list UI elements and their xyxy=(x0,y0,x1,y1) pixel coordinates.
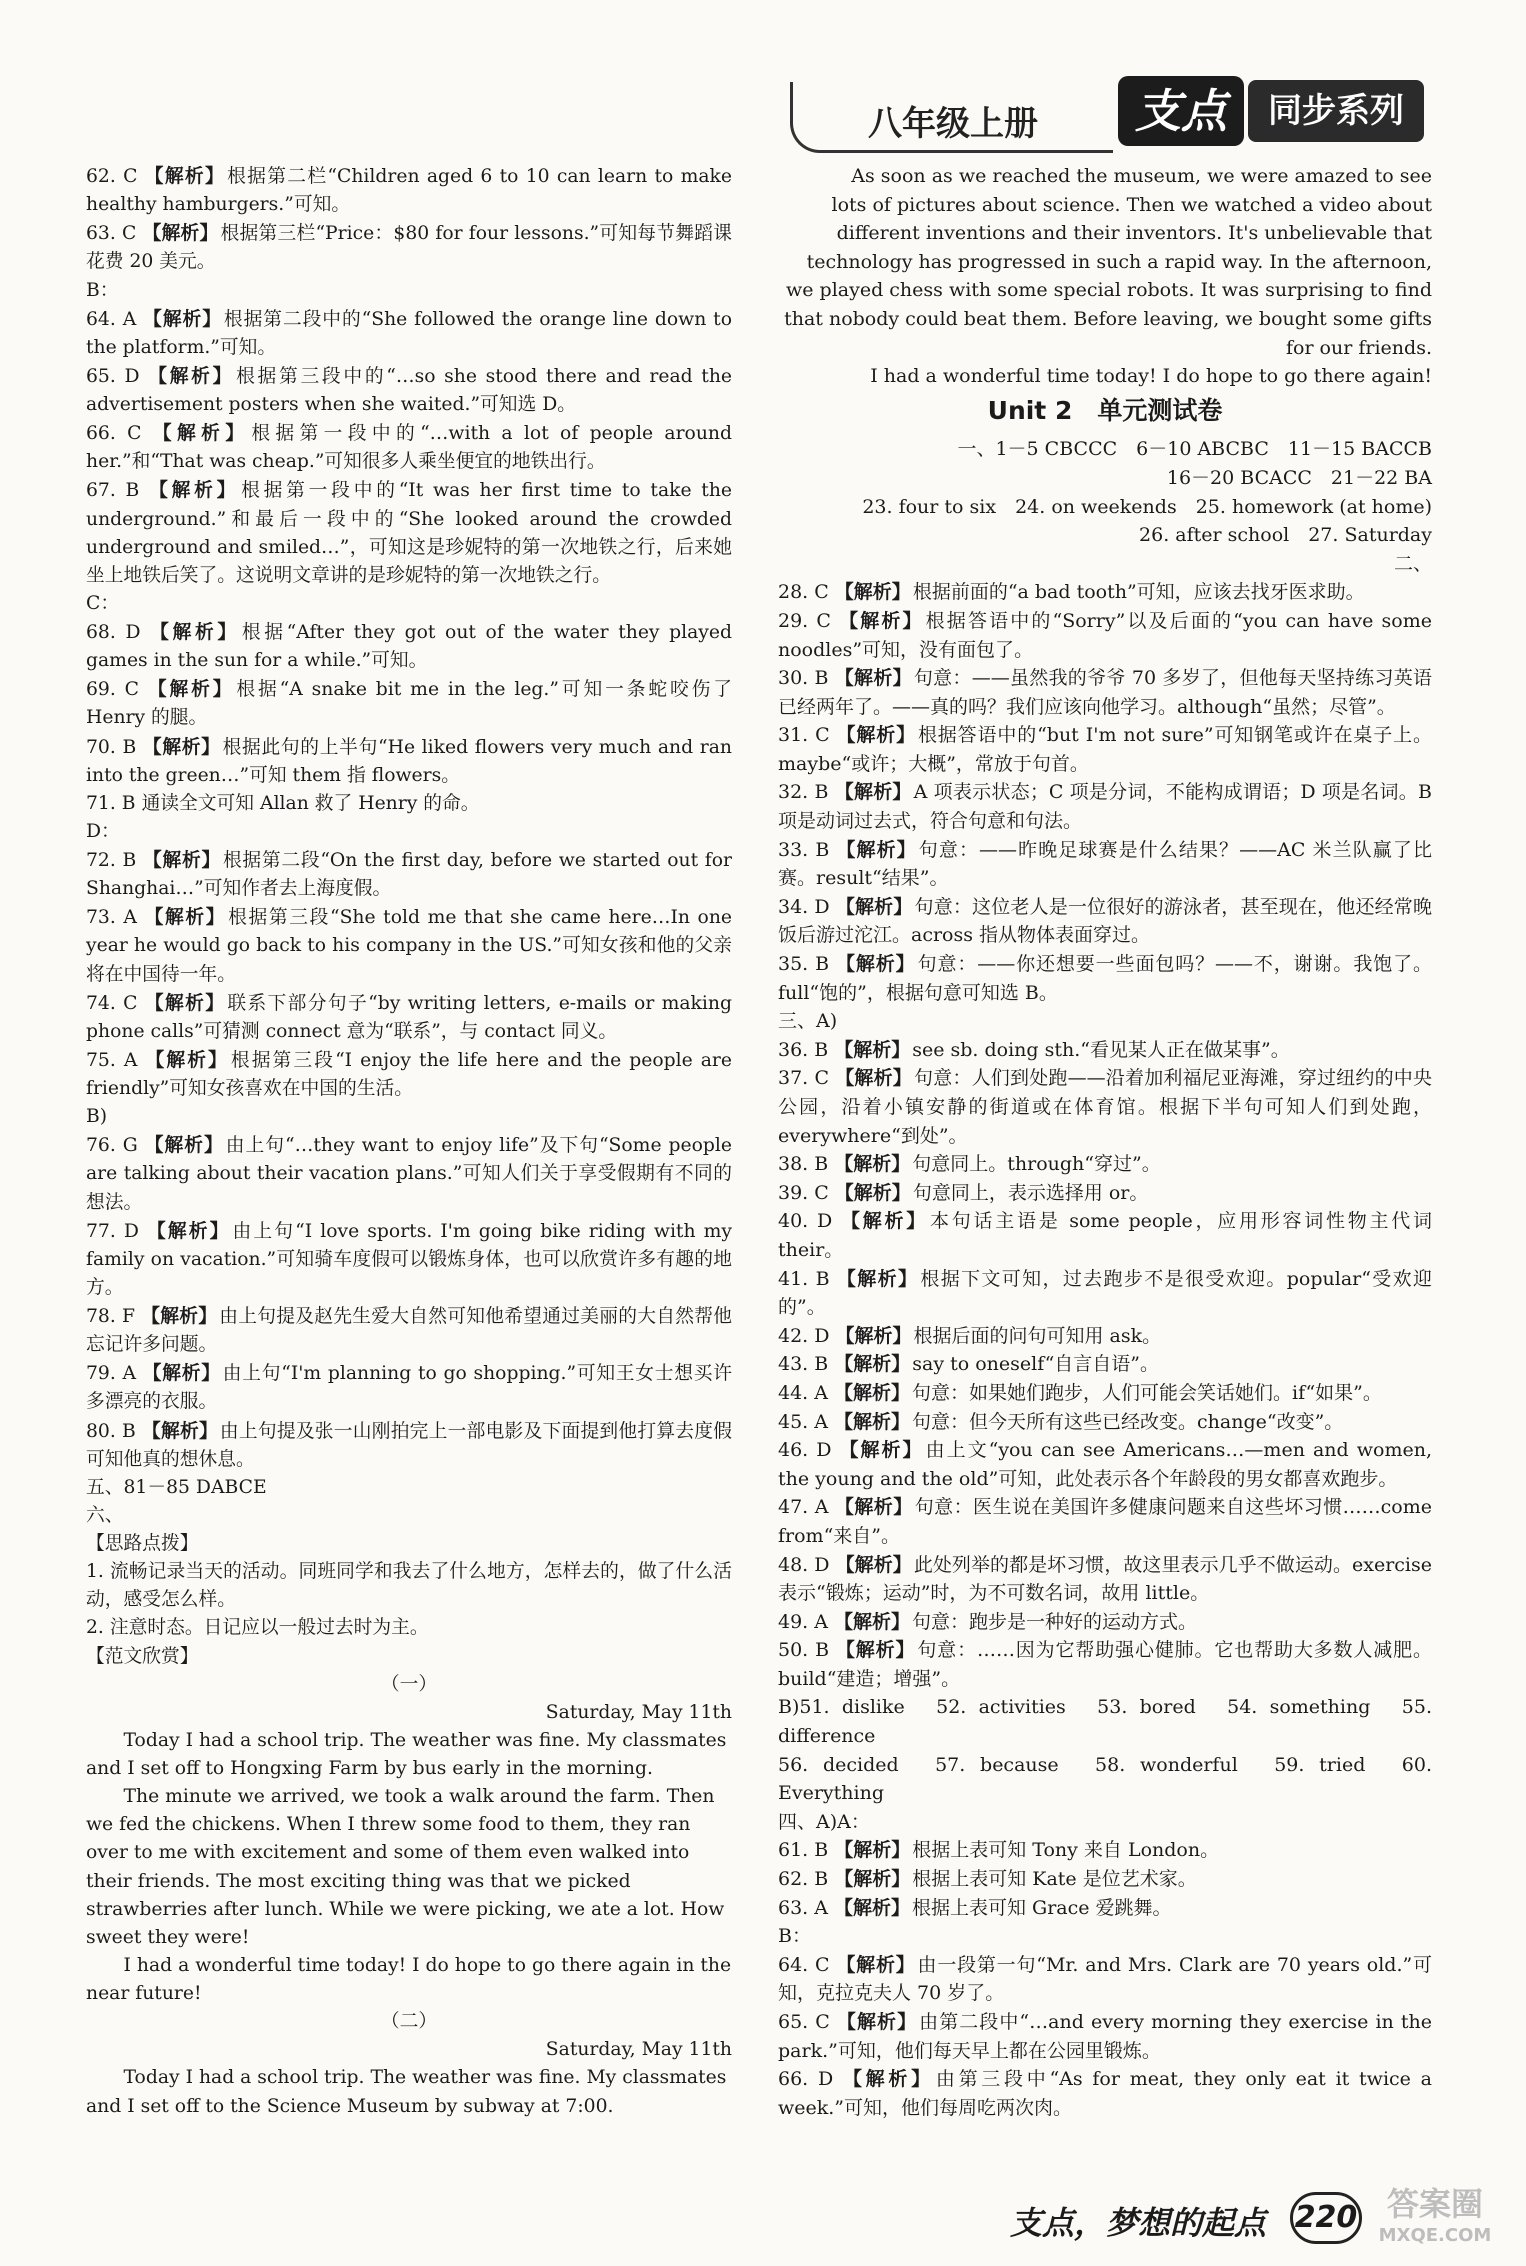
answer-explanation: say to oneself“自言自语”。 xyxy=(912,1353,1160,1376)
answer-number: 79. A xyxy=(86,1363,137,1385)
essay1-paragraph: The minute we arrived, we took a walk around the farm. Then we fed the chickens. When I threw some food to them, they ran over to me with excitement and some of them even walked into their friends. The most exciting thing was that we picked strawberries after lunch. While we were picking, we ate a lot. How sweet they were! xyxy=(86,1786,725,1948)
analysis-tag: 【解析】 xyxy=(834,1181,911,1204)
analysis-tag: 【解析】 xyxy=(834,1038,911,1061)
analysis-tag: 【解析】 xyxy=(142,307,222,330)
answer-explanation: 由上句“I love sports. I'm going bike riding with my family on vacation.”可知骑车度假可以锻炼身体，也可以欣赏许多有趣的地方。 xyxy=(86,1220,733,1298)
analysis-tag: 【解析】 xyxy=(141,1419,218,1442)
answer-number: 44. A xyxy=(778,1381,828,1404)
section-label: 2. 注意时态。日记应以一般过去时为主。 xyxy=(86,1617,429,1639)
watermark-text: 答案圈 xyxy=(1386,2185,1483,2223)
answer-explanation: 由上文“you can see Americans…—men and women, the young and the old”可知，此处表示各个年龄段的男女都喜欢跑步。 xyxy=(778,1439,1432,1490)
analysis-tag: 【解析】 xyxy=(835,724,916,747)
analysis-tag: 【解析】 xyxy=(838,1210,928,1233)
answer-item xyxy=(778,1379,1432,1408)
answer-item xyxy=(778,1036,1432,1065)
analysis-tag: 【解析】 xyxy=(834,1839,911,1862)
answer-explanation: 由第二段中“…and every morning they exercise in the park.”可知，他们每天早上都在公园里锻炼。 xyxy=(778,2011,1432,2062)
answer-item xyxy=(86,675,732,732)
answer-number: 77. D xyxy=(86,1220,139,1242)
answer-number: 80. B xyxy=(86,1420,136,1442)
analysis-tag: 【解析】 xyxy=(142,906,227,929)
answer-explanation: 根据第二段“On the first day, before we started out for Shanghai…”可知作者去上海度假。 xyxy=(86,850,732,900)
answer-number: 29. C xyxy=(778,609,831,632)
section-label: 五、81－85 DABCE xyxy=(86,1476,267,1498)
answer-explanation: 根据第三段中的“…so she stood there and read the advertisement posters when she waited.”可知选 D。 xyxy=(86,365,733,415)
section-label: 【范文欣赏】 xyxy=(86,1645,199,1667)
answer-item xyxy=(778,2065,1432,2122)
answer-item xyxy=(86,362,732,419)
answer-number: 40. D xyxy=(778,1210,833,1233)
answer-explanation: 根据第一段中的“…with a lot of people around her.”和“That was cheap.”可知很多人乘坐便宜的地铁出行。 xyxy=(86,423,732,473)
analysis-tag: 【解析】 xyxy=(835,2011,918,2033)
answer-explanation: 句意：——昨晚足球赛是什么结果？——AC 米兰队赢了比赛。result“结果”。 xyxy=(778,838,1432,890)
answer-line: 23. four to six 24. on weekends 25. homework (at home) xyxy=(862,495,1432,518)
answer-explanation: 根据第三栏“Price：$80 for four lessons.”可知每节舞蹈课花费 20 美元。 xyxy=(86,223,732,273)
answer-item xyxy=(778,950,1432,1007)
analysis-tag: 【解析】 xyxy=(834,1153,911,1176)
analysis-tag: 【解析】 xyxy=(146,621,240,643)
answer-number: 31. C xyxy=(778,724,830,747)
analysis-tag: 【解析】 xyxy=(834,781,912,804)
section-label: B： xyxy=(86,279,119,301)
analysis-tag: 【解析】 xyxy=(837,1439,924,1462)
answer-explanation: 联系下部分句子“by writing letters, e-mails or making phone calls”可猜测 connect 意为“联系”，与 contact 同义。 xyxy=(86,992,732,1042)
answer-number: 62. B xyxy=(778,1868,829,1891)
answer-number: 73. A xyxy=(86,907,137,929)
answer-number: 70. B xyxy=(86,736,137,758)
answer-item xyxy=(778,1608,1432,1637)
answer-item xyxy=(778,1408,1432,1437)
left-answer-list xyxy=(86,162,732,1671)
answer-explanation: see sb. doing sth.“看见某人正在做某事”。 xyxy=(912,1038,1290,1061)
answer-line: 16－20 BCACC 21－22 BA xyxy=(1166,466,1432,489)
analysis-tag: 【解析】 xyxy=(142,735,221,758)
answer-line: 二、 xyxy=(1393,552,1432,575)
answer-number: 65. C xyxy=(778,2011,830,2033)
answer-explanation: 根据答语中的“Sorry”以及后面的“you can have some noodles”可知，没有面包了。 xyxy=(778,609,1432,661)
analysis-tag: 【解析】 xyxy=(142,849,221,871)
answer-number: 62. C xyxy=(86,166,138,187)
section-label: 56. decided 57. because 58. wonderful 59. tried 60. Everything xyxy=(778,1753,1432,1805)
analysis-tag: 【解析】 xyxy=(145,364,235,387)
answer-number: 30. B xyxy=(778,667,829,690)
answer-explanation: A 项表示状态；C 项是分词，不能构成谓语；D 项是名词。B 项是动词过去式，符合句意和句法。 xyxy=(778,781,1432,833)
answer-explanation: 通读全文可知 Allan 救了 Henry 的命。 xyxy=(141,792,480,814)
essay1-paragraph: Today I had a school trip. The weather was fine. My classmates and I set off to Hongxing Farm by bus early in the morning. xyxy=(86,1729,727,1779)
answer-item xyxy=(86,1217,732,1302)
analysis-tag: 【解析】 xyxy=(834,1496,913,1519)
series-label: 同步系列 xyxy=(1248,80,1424,142)
answer-item xyxy=(778,1865,1432,1894)
brand-logo: 支点 xyxy=(1118,76,1244,146)
answer-item xyxy=(86,846,732,903)
answer-item xyxy=(86,618,732,675)
answer-item xyxy=(86,1417,732,1474)
analysis-tag: 【解析】 xyxy=(143,1048,229,1071)
answer-item xyxy=(778,778,1432,835)
analysis-tag: 【解析】 xyxy=(834,667,912,690)
answer-number: 39. C xyxy=(778,1181,829,1204)
analysis-tag: 【解析】 xyxy=(142,1362,221,1385)
answer-item xyxy=(778,607,1432,664)
analysis-tag: 【解析】 xyxy=(141,1305,218,1327)
answer-item xyxy=(778,1179,1432,1208)
answer-item xyxy=(778,1551,1432,1608)
answer-item xyxy=(778,1636,1432,1693)
analysis-tag: 【解析】 xyxy=(835,1953,916,1976)
analysis-tag: 【解析】 xyxy=(835,1553,912,1576)
answer-number: 34. D xyxy=(778,895,830,918)
answer-explanation: 根据答语中的“but I'm not sure”可知钢笔或许在桌子上。maybe“或许；大概”，常放于句首。 xyxy=(778,724,1432,775)
answer-number: 47. A xyxy=(778,1496,829,1519)
essay2-paragraph: Today I had a school trip. The weather was fine. My classmates and I set off to the Science Museum by subway at 7:00. xyxy=(86,2067,727,2117)
section-label: 1. 流畅记录当天的活动。同班同学和我去了什么地方，怎样去的，做了什么活动，感受怎么样。 xyxy=(86,1561,732,1611)
answer-number: 32. B xyxy=(778,781,829,804)
section-label: D： xyxy=(86,820,120,842)
answer-item xyxy=(778,1493,1432,1550)
essay1-paragraph: I had a wonderful time today! I do hope to go there again in the near future! xyxy=(86,1954,732,2004)
answer-item xyxy=(778,1322,1432,1351)
answer-item xyxy=(778,836,1432,893)
answer-number: 72. B xyxy=(86,850,137,871)
answer-number: 49. A xyxy=(778,1610,828,1633)
answer-explanation: 由第三段中“As for meat, they only eat it twice a week.”可知，他们每周吃两次肉。 xyxy=(778,2068,1432,2119)
section-label: B)51. dislike 52. activities 53. bored 54. something 55. difference xyxy=(778,1696,1432,1748)
answer-explanation: 句意：——你还想要一些面包吗？——不，谢谢。我饱了。full“饱的”，根据句意可知选 B。 xyxy=(778,953,1432,1004)
section-label: B： xyxy=(778,1925,811,1948)
page-header xyxy=(0,0,1526,160)
answer-number: 43. B xyxy=(778,1353,829,1376)
answer-explanation: 由上句“I'm planning to go shopping.”可知王女士想买许多漂亮的衣服。 xyxy=(86,1363,732,1413)
essay2-heading: （二） xyxy=(380,2011,438,2033)
section-label: 【思路点拨】 xyxy=(86,1533,199,1554)
answer-number: 74. C xyxy=(86,992,138,1014)
answer-explanation: 句意：跑步是一种好的运动方式。 xyxy=(912,1610,1198,1633)
answer-number: 64. C xyxy=(778,1953,830,1976)
answer-item xyxy=(778,1207,1432,1264)
footer-slogan: 支点，梦想的起点 xyxy=(1010,2204,1267,2242)
grade-label: 八年级上册 xyxy=(868,104,1038,144)
essay1-body xyxy=(86,1727,732,2008)
answer-item xyxy=(778,1894,1432,1923)
essay2-paragraph: I had a wonderful time today! I do hope to go there again! xyxy=(870,365,1432,388)
answer-item xyxy=(778,893,1432,950)
analysis-tag: 【解析】 xyxy=(833,1896,910,1919)
answer-number: 33. B xyxy=(778,838,830,861)
answer-explanation: 本句话主语是 some people，应用形容词性物主代词 their。 xyxy=(778,1210,1432,1261)
answer-explanation: 根据第一段中的“It was her first time to take the underground.”和最后一段中的“She looked around the crowded underground and smiled…”，可知这是珍妮特的第一次地铁之行，后来她坐上地铁后笑了。这说明文章讲的是珍妮特的第一次地铁之行。 xyxy=(86,480,733,586)
answer-item xyxy=(86,219,732,276)
analysis-tag: 【解析】 xyxy=(143,165,226,187)
answer-explanation: 由一段第一句“Mr. and Mrs. Clark are 70 years old.”可知，克拉克夫人 70 岁了。 xyxy=(778,1953,1432,2005)
left-column xyxy=(86,162,732,2121)
watermark-logo xyxy=(1370,2182,1500,2252)
answer-number: 63. C xyxy=(86,223,137,245)
answer-number: 42. D xyxy=(778,1324,830,1347)
answer-explanation: 句意：……因为它帮助强心健肺。它也帮助大多数人减肥。build“建造；增强”。 xyxy=(778,1639,1432,1690)
analysis-tag: 【解析】 xyxy=(834,1353,911,1376)
analysis-tag: 【解析】 xyxy=(834,581,911,604)
answer-item xyxy=(86,733,732,790)
answer-explanation: 句意：这位老人是一位很好的游泳者，甚至现在，他还经常晚饭后游过沱江。across 指从物体表面穿过。 xyxy=(778,895,1432,947)
answer-number: 48. D xyxy=(778,1553,830,1576)
answer-item xyxy=(778,1436,1432,1493)
analysis-tag: 【解析】 xyxy=(835,1267,919,1290)
answer-explanation: 句意：——虽然我的爷爷 70 多岁了，但他每天坚持练习英语已经两年了。——真的吗？我们应该向他学习。although“虽然；尽管”。 xyxy=(778,667,1432,718)
answer-line: 26. after school 27. Saturday xyxy=(1139,524,1432,547)
analysis-tag: 【解析】 xyxy=(833,1381,910,1404)
analysis-tag: 【解析】 xyxy=(835,953,916,976)
answer-explanation: 根据下文可知，过去跑步不是很受欢迎。popular“受欢迎的”。 xyxy=(778,1267,1432,1319)
analysis-tag: 【解析】 xyxy=(835,838,917,861)
answer-number: 46. D xyxy=(778,1439,832,1462)
unit-title: Unit 2 单元测试卷 xyxy=(987,395,1223,425)
answer-explanation: 由上句提及张一山刚拍完上一部电影及下面提到他打算去度假可知他真的想休息。 xyxy=(86,1420,733,1470)
essay1-date: Saturday, May 11th xyxy=(545,1701,732,1723)
answer-number: 38. B xyxy=(778,1153,829,1176)
analysis-tag: 【解析】 xyxy=(833,1410,910,1433)
right-column xyxy=(778,162,1432,2122)
section-label: B) xyxy=(86,1106,108,1128)
answer-item xyxy=(86,1131,732,1216)
answer-explanation: 句意同上，表示选择用 or。 xyxy=(912,1181,1149,1204)
section-label: 六、 xyxy=(86,1504,124,1526)
analysis-tag: 【解析】 xyxy=(835,1639,916,1662)
answer-number: 66. C xyxy=(86,423,142,445)
answer-number: 37. C xyxy=(778,1067,829,1090)
essay2-paragraph: As soon as we reached the museum, we were amazed to see lots of pictures about science. Then we watched a video about different inventions and their inventors. It's unbelievable that technology has progressed in such a rapid way. In the afternoon, we played chess with some special robots. It was surprising to find that nobody could beat them. Before leaving, we bought some gifts for our friends. xyxy=(784,165,1432,359)
section-label: 三、A) xyxy=(778,1010,838,1033)
analysis-tag: 【解析】 xyxy=(143,1134,224,1157)
essay1-heading: （一） xyxy=(380,1673,438,1695)
answer-number: 68. D xyxy=(86,622,141,643)
answer-number: 78. F xyxy=(86,1306,136,1327)
answer-number: 76. G xyxy=(86,1135,138,1157)
section-label: C： xyxy=(86,592,120,614)
answer-explanation: 句意同上。through“穿过”。 xyxy=(912,1153,1161,1176)
answer-number: 28. C xyxy=(778,581,829,604)
answer-number: 75. A xyxy=(86,1049,138,1071)
answer-explanation: 由上句提及赵先生爱大自然可知他希望通过美丽的大自然帮他忘记许多问题。 xyxy=(86,1306,733,1356)
answer-item xyxy=(778,721,1432,778)
analysis-tag: 【解析】 xyxy=(839,2068,934,2091)
page-number: 220 xyxy=(1290,2192,1362,2244)
answer-item xyxy=(86,476,732,590)
answer-explanation: 根据第二段中的“She followed the orange line down to the platform.”可知。 xyxy=(86,308,732,358)
answer-number: 64. A xyxy=(86,308,137,330)
answer-explanation: 根据上表可知 Grace 爱跳舞。 xyxy=(912,1896,1172,1919)
answer-explanation: 句意：如果她们跑步，人们可能会笑话她们。if“如果”。 xyxy=(912,1381,1382,1404)
answer-item xyxy=(778,1265,1432,1322)
answer-key-block xyxy=(778,435,1432,578)
answer-explanation: 句意：人们到处跑——沿着加利福尼亚海滩，穿过纽约的中央公园，沿着小镇安静的街道或在体育馆。根据下半句可知人们到处跑，everywhere“到处”。 xyxy=(778,1067,1432,1147)
answer-item xyxy=(86,790,732,818)
answer-explanation: 根据此句的上半句“He liked flowers very much and ran into the green…”可知 them 指 flowers。 xyxy=(86,736,732,786)
essay2-date: Saturday, May 11th xyxy=(545,2039,732,2061)
answer-item xyxy=(778,664,1432,721)
answer-explanation: 句意：但今天所有这些已经改变。change“改变”。 xyxy=(912,1410,1344,1433)
answer-number: 41. B xyxy=(778,1267,830,1290)
answer-item xyxy=(778,1951,1432,2008)
answer-item xyxy=(778,1064,1432,1150)
answer-item xyxy=(86,1046,732,1103)
answer-item xyxy=(778,2008,1432,2065)
section-label: 四、A)A： xyxy=(778,1810,870,1833)
answer-explanation: 根据前面的“a bad tooth”可知，应该去找牙医求助。 xyxy=(912,581,1365,604)
answer-explanation: 根据上表可知 Kate 是位艺术家。 xyxy=(912,1868,1197,1891)
answer-item xyxy=(86,989,732,1046)
answer-item xyxy=(778,578,1432,607)
analysis-tag: 【解析】 xyxy=(147,422,250,445)
answer-number: 66. D xyxy=(778,2068,834,2091)
answer-explanation: 句意：医生说在美国许多健康问题来自这些坏习惯……come from“来自”。 xyxy=(778,1496,1432,1547)
answer-item xyxy=(778,1350,1432,1379)
answer-item xyxy=(86,1359,732,1416)
answer-item xyxy=(778,1150,1432,1179)
watermark-url: MXQE.COM xyxy=(1378,2225,1492,2246)
analysis-tag: 【解析】 xyxy=(143,991,226,1014)
answer-number: 71. B xyxy=(86,792,136,814)
analysis-tag: 【解析】 xyxy=(145,678,235,701)
answer-number: 63. A xyxy=(778,1896,828,1919)
answer-explanation: 根据第二栏“Children aged 6 to 10 can learn to make healthy hamburgers.”可知。 xyxy=(86,166,732,216)
answer-number: 65. D xyxy=(86,365,140,387)
answer-explanation: 由上句“…they want to enjoy life”及下句“Some people are talking about their vacation plans.”可知人们关于享受假期有不同的想法。 xyxy=(86,1135,733,1213)
answer-item xyxy=(86,1302,732,1359)
analysis-tag: 【解析】 xyxy=(835,895,913,918)
answer-explanation: 根据第三段“She told me that she came here…In one year he would go back to his company in the US.”可知女孩和他的父亲将在中国待一年。 xyxy=(86,907,732,985)
analysis-tag: 【解析】 xyxy=(835,1067,912,1090)
answer-explanation: 根据“A snake bit me in the leg.”可知一条蛇咬伤了 Henry 的腿。 xyxy=(86,679,732,729)
analysis-tag: 【解析】 xyxy=(834,1868,911,1891)
analysis-tag: 【解析】 xyxy=(144,1219,231,1242)
right-answer-list xyxy=(778,578,1432,2122)
answer-number: 61. B xyxy=(778,1839,829,1862)
analysis-tag: 【解析】 xyxy=(836,609,924,632)
answer-number: 67. B xyxy=(86,480,140,502)
answer-explanation: 根据上表可知 Tony 来自 London。 xyxy=(912,1839,1220,1862)
answer-number: 69. C xyxy=(86,679,140,701)
analysis-tag: 【解析】 xyxy=(835,1324,912,1347)
answer-number: 50. B xyxy=(778,1639,830,1662)
answer-item xyxy=(86,162,732,219)
answer-explanation: 根据第三段“I enjoy the life here and the people are friendly”可知女孩喜欢在中国的生活。 xyxy=(86,1049,732,1099)
analysis-tag: 【解析】 xyxy=(145,479,240,502)
analysis-tag: 【解析】 xyxy=(833,1610,910,1633)
answer-number: 36. B xyxy=(778,1038,829,1061)
answer-number: 45. A xyxy=(778,1410,828,1433)
answer-explanation: 根据后面的问句可知用 ask。 xyxy=(913,1324,1162,1347)
answer-line: 一、1－5 CBCCC 6－10 ABCBC 11－15 BACCB xyxy=(957,438,1432,461)
analysis-tag: 【解析】 xyxy=(142,222,219,245)
answer-explanation: 此处列举的都是坏习惯，故这里表示几乎不做运动。exercise 表示“锻炼；运动”时，为不可数名词，故用 little。 xyxy=(778,1553,1432,1605)
answer-item xyxy=(778,1836,1432,1865)
answer-explanation: 根据“After they got out of the water they played games in the sun for a while.”可知。 xyxy=(86,622,733,672)
answer-item xyxy=(86,305,732,362)
answer-number: 35. B xyxy=(778,953,830,976)
answer-item xyxy=(86,903,732,988)
answer-item xyxy=(86,419,732,476)
